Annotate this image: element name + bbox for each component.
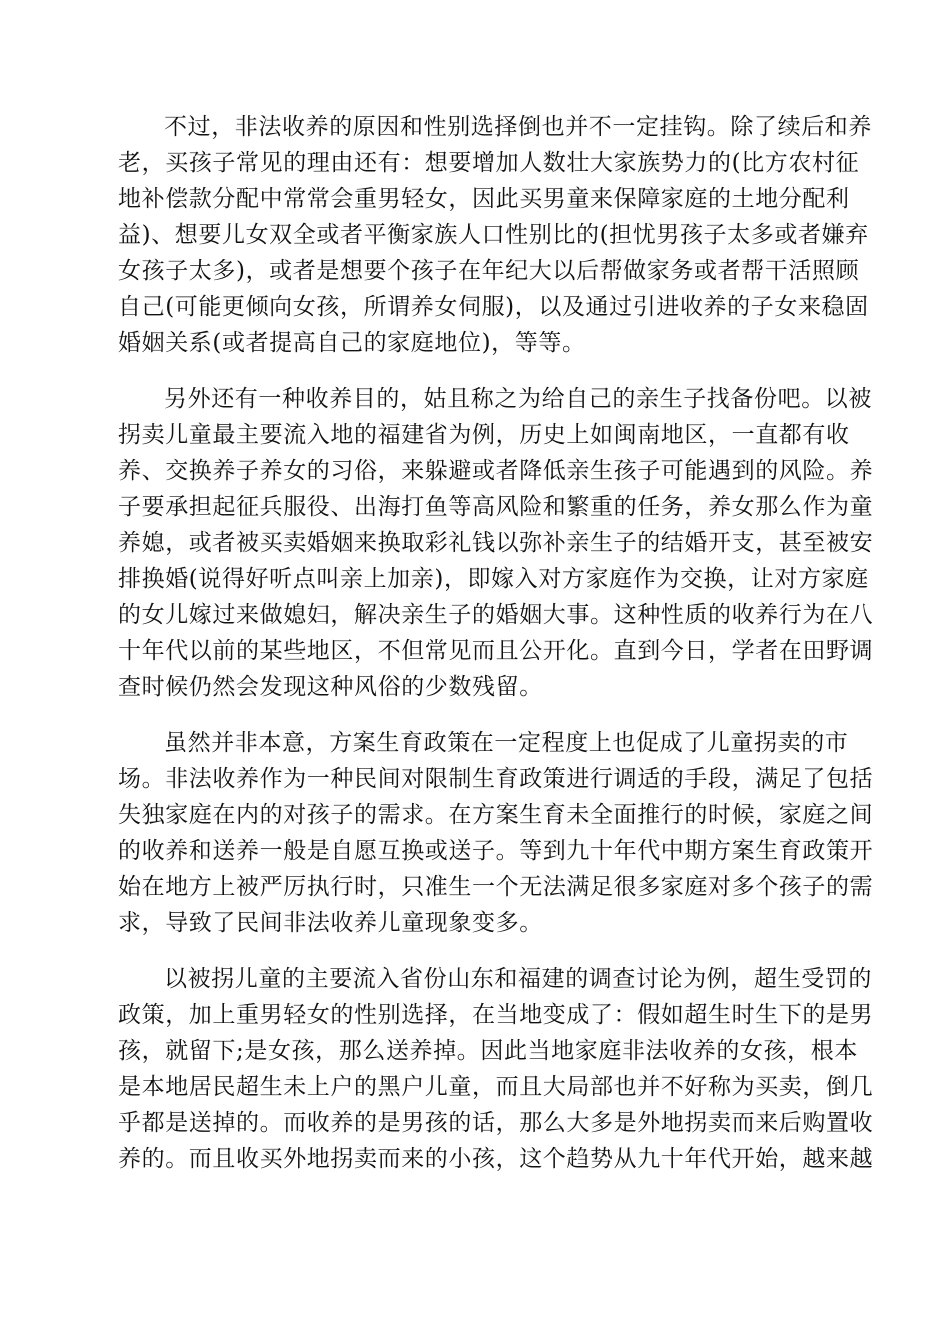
text-line: 排换婚(说得好听点叫亲上加亲)，即嫁入对方家庭作为交换，让对方家庭 (118, 566, 869, 592)
paragraph-3 (118, 725, 874, 941)
text-line: 女孩子太多)，或者是想要个孩子在年纪大以后帮做家务或者帮干活照顾 (118, 258, 860, 284)
text-line: 老，买孩子常见的理由还有：想要增加人数壮大家族势力的(比方农村征 (118, 150, 860, 176)
text-line: 始在地方上被严厉执行时，只准生一个无法满足很多家庭对多个孩子的需 (118, 874, 874, 900)
text-line: 的收养和送养一般是自愿互换或送子。等到九十年代中期方案生育政策开 (118, 838, 874, 864)
text-line: 不过，非法收养的原因和性别选择倒也并不一定挂钩。除了续后和养 (164, 114, 872, 140)
text-line: 的女儿嫁过来做媳妇，解决亲生子的婚姻大事。这种性质的收养行为在八 (118, 602, 874, 628)
text-line: 孩，就留下;是女孩，那么送养掉。因此当地家庭非法收养的女孩，根本 (118, 1038, 858, 1064)
text-line: 场。非法收养作为一种民间对限制生育政策进行调适的手段，满足了包括 (118, 766, 874, 792)
text-line: 养的。而且收买外地拐卖而来的小孩，这个趋势从九十年代开始，越来越 (118, 1146, 874, 1172)
text-line: 另外还有一种收养目的，姑且称之为给自己的亲生子找备份吧。以被 (164, 386, 872, 412)
text-line: 求，导致了民间非法收养儿童现象变多。 (118, 910, 543, 936)
text-line: 失独家庭在内的对孩子的需求。在方案生育未全面推行的时候，家庭之间 (118, 802, 874, 828)
text-line: 养、交换养子养女的习俗，来躲避或者降低亲生孩子可能遇到的风险。养 (118, 458, 874, 484)
text-line: 以被拐儿童的主要流入省份山东和福建的调查讨论为例，超生受罚的 (164, 966, 872, 992)
text-line: 乎都是送掉的。而收养的是男孩的话，那么大多是外地拐卖而来后购置收 (118, 1110, 874, 1136)
text-line: 虽然并非本意，方案生育政策在一定程度上也促成了儿童拐卖的市 (164, 730, 849, 756)
paragraph-4 (118, 961, 874, 1177)
text-line: 查时候仍然会发现这种风俗的少数残留。 (118, 674, 543, 700)
paragraph-1 (118, 109, 872, 361)
text-line: 婚姻关系(或者提高自己的家庭地位)，等等。 (118, 330, 586, 356)
text-line: 养媳，或者被买卖婚姻来换取彩礼钱以弥补亲生子的结婚开支，甚至被安 (118, 530, 874, 556)
text-line: 地补偿款分配中常常会重男轻女，因此买男童来保障家庭的土地分配利 (118, 186, 850, 212)
text-line: 自己(可能更倾向女孩，所谓养女伺服)，以及通过引进收养的子女来稳固 (118, 294, 869, 320)
text-line: 拐卖儿童最主要流入地的福建省为例，历史上如闽南地区，一直都有收 (118, 422, 850, 448)
text-line: 政策，加上重男轻女的性别选择，在当地变成了：假如超生时生下的是男 (118, 1002, 874, 1028)
body-text (118, 109, 874, 1197)
text-line: 子要承担起征兵服役、出海打鱼等高风险和繁重的任务，养女那么作为童 (118, 494, 874, 520)
paragraph-2 (118, 381, 874, 705)
text-line: 是本地居民超生未上户的黑户儿童，而且大局部也并不好称为买卖，倒几 (118, 1074, 874, 1100)
text-line: 益)、想要儿女双全或者平衡家族人口性别比的(担忧男孩子太多或者嫌弃 (118, 222, 869, 248)
text-line: 十年代以前的某些地区，不但常见而且公开化。直到今日，学者在田野调 (118, 638, 874, 664)
